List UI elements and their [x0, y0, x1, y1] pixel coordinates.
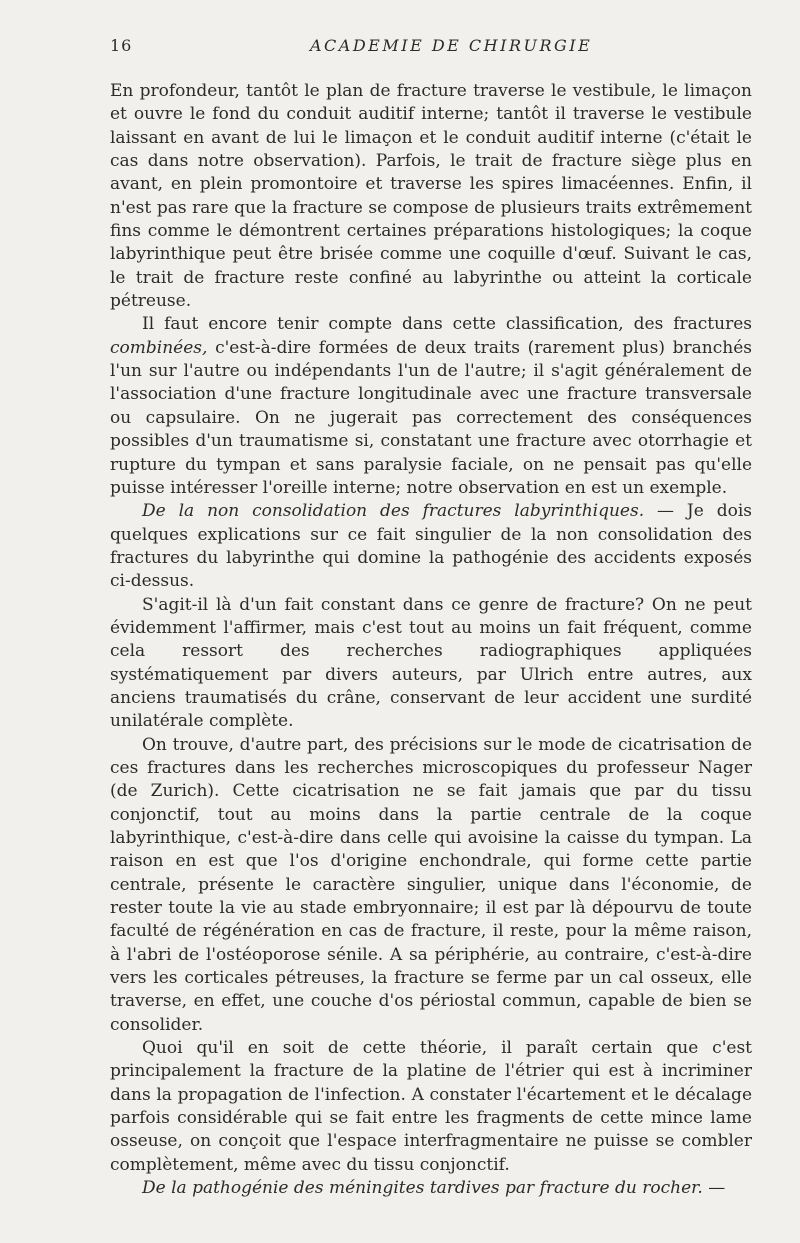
paragraph [110, 500, 752, 593]
body-text [110, 80, 752, 1201]
page-header [110, 36, 760, 60]
section-heading: De la pathogénie des méningites tardives par fracture du rocher. [142, 1178, 703, 1199]
page-number: 16 [110, 36, 133, 55]
paragraph-text: S'agit-il là d'un fait constant dans ce genre de fracture? On ne peut évidemment l'affirmer, mais c'est tout au moins un fait fréquent, comme cela ressort des recherches radiographiques appliquées systématiquement par divers auteurs, par Ulrich entre autres, aux anciens traumatisés du crâne, conservant de leur accident une surdité unilatérale complète. [110, 594, 752, 732]
paragraph [110, 594, 752, 734]
paragraph-text: Quoi qu'il en soit de cette théorie, il paraît certain que c'est principalement la fracture de la platine de l'étrier qui est à incriminer dans la propagation de l'infection. A constater l'écartement et le décalage parfois considérable qui se fait entre les fragments de cette mince lame osseuse, on conçoit que l'espace interfragmentaire ne puisse se combler complètement, même avec du tissu conjonctif. [110, 1038, 752, 1175]
running-title: ACADEMIE DE CHIRURGIE [310, 36, 593, 55]
paragraph [110, 313, 752, 500]
paragraph [110, 80, 752, 313]
paragraph-text: On trouve, d'autre part, des précisions sur le mode de cicatrisation de ces fractures dans les recherches microscopiques du professeur Nager (de Zurich). Cette cicatrisation ne se fait jamais que par du tissu conjonctif, tout au moins dans la partie centrale de la coque labyrinthique, c'est-à-dire dans celle qui avoisine la caisse du tympan. La raison en est que l'os d'origine enchondrale, qui forme cette partie centrale, présente le caractère singulier, unique dans l'économie, de rester toute la vie au stade embryonnaire; il est par là dépourvu de toute faculté de régénération en cas de fracture, il reste, pour la même raison, à l'abri de l'ostéoporose sénile. A sa périphérie, au contraire, c'est-à-dire vers les corticales pétreuses, la fracture se ferme par un cal osseux, elle traverse, en effet, une couche d'os périostal commun, capable de bien se consolider. [110, 734, 752, 1035]
section-heading: De la non consolidation des fractures labyrinthiques. [142, 501, 645, 522]
paragraph [110, 1037, 752, 1177]
paragraph-text: — Je dois quelques explications sur ce fait singulier de la non consolidation des fractures du labyrinthe qui domine la pathogénie des accidents exposés ci-dessus. [110, 501, 752, 592]
paragraph-text: c'est-à-dire formées de deux traits (rarement plus) branchés l'un sur l'autre ou indépendants l'un de l'autre; il s'agit généralement de l'association d'une fracture longitudinale avec une fracture transversale ou capsulaire. On ne jugerait pas correctement des conséquences possibles d'un traumatisme si, constatant une fracture avec otorrhagie et rupture du tympan et sans paralysie faciale, on ne pensait pas qu'elle puisse intéresser l'oreille interne; notre observation en est un exemple. [110, 337, 752, 498]
paragraph-text: — [702, 1178, 726, 1199]
paragraph-text: En profondeur, tantôt le plan de fracture traverse le vestibule, le limaçon et ouvre le fond du conduit auditif interne; tantôt il traverse le vestibule laissant en avant de lui le limaçon et le conduit auditif interne (c'était le cas dans notre observation). Parfois, le trait de fracture siège plus en avant, en plein promontoire et traverse les spires limacéennes. Enfin, il n'est pas rare que la fracture se compose de plusieurs traits extrêmement fins comme le démontrent certaines préparations histologiques; la coque labyrinthique peut être brisée comme une coquille d'œuf. Suivant le cas, le trait de fracture reste confiné au labyrinthe ou atteint la corticale pétreuse. [110, 81, 752, 312]
paragraph [110, 1177, 752, 1200]
paragraph-text: Il faut encore tenir compte dans cette classification, des fractures [142, 314, 752, 335]
italic-term: combinées, [110, 337, 208, 358]
paragraph [110, 734, 752, 1037]
